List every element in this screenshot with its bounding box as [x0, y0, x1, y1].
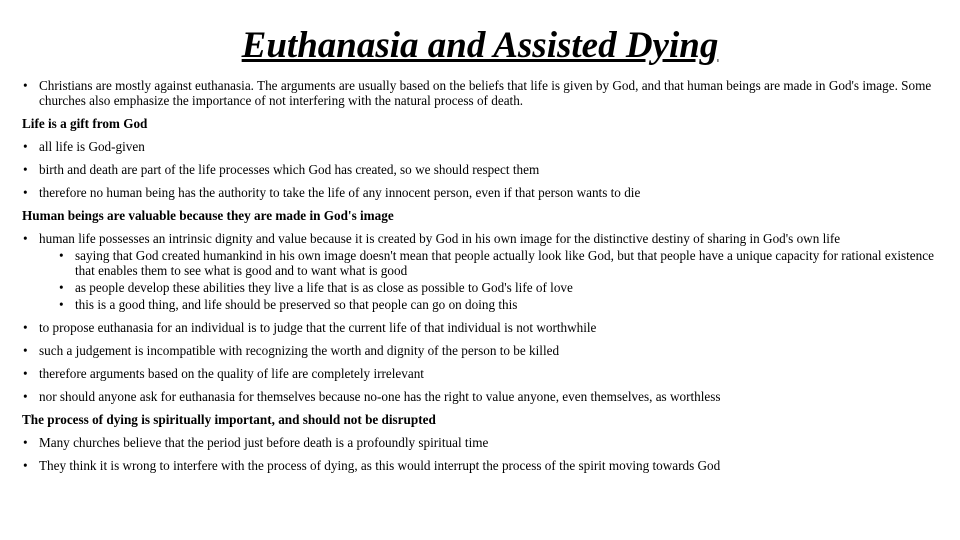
bullet-intrinsic-dignity: • human life possesses an intrinsic dignity and value because it is created by God in his own image for the distinctive destiny of sharing in God's own life	[22, 231, 942, 246]
section-heading-dying: The process of dying is spiritually important, and should not be disrupted	[22, 412, 436, 427]
bullet-quality-irrelevant: • therefore arguments based on the quality of life are completely irrelevant	[22, 366, 942, 381]
bullet-no-authority: • therefore no human being has the authority to take the life of any innocent person, even if that person wants to die	[22, 185, 942, 200]
slide-title: Euthanasia and Assisted Dying	[241, 25, 719, 66]
sub-bullet-preserve-life: • this is a good thing, and life should be preserved so that people can go on doing this	[58, 297, 942, 312]
bullet-life-processes: • birth and death are part of the life processes which God has created, so we should respect them	[22, 162, 942, 177]
sub-bullet-unique-capacity: • saying that God created humankind in his own image doesn't mean that people actually look like God, but that people have a unique capacity for rational existence that enables them to see what is good and to want what is good	[58, 248, 942, 278]
section-heading-gift: Life is a gift from God	[22, 116, 148, 131]
sub-bullet-life-of-love: • as people develop these abilities they live a life that is as close as possible to God's life of love	[58, 280, 942, 295]
bullet-incompatible: • such a judgement is incompatible with recognizing the worth and dignity of the person to be killed	[22, 343, 942, 358]
bullet-judge-worthwhile: • to propose euthanasia for an individual is to judge that the current life of that individual is not worthwhile	[22, 320, 942, 335]
slide-content	[22, 78, 942, 473]
intro-bullet: • Christians are mostly against euthanasia. The arguments are usually based on the beliefs that life is given by God, and that human beings are made in God's image. Some churches also emphasize the importance of not interfering with the natural process of death.	[22, 78, 942, 108]
section-heading-image: Human beings are valuable because they are made in God's image	[22, 208, 394, 223]
bullet-god-given: • all life is God-given	[22, 139, 942, 154]
bullet-do-not-interfere: • They think it is wrong to interfere with the process of dying, as this would interrupt the process of the spirit moving towards God	[22, 458, 942, 473]
bullet-spiritual-time: • Many churches believe that the period just before death is a profoundly spiritual time	[22, 435, 942, 450]
bullet-no-one-worthless: • nor should anyone ask for euthanasia for themselves because no-one has the right to value anyone, even themselves, as worthless	[22, 389, 942, 404]
